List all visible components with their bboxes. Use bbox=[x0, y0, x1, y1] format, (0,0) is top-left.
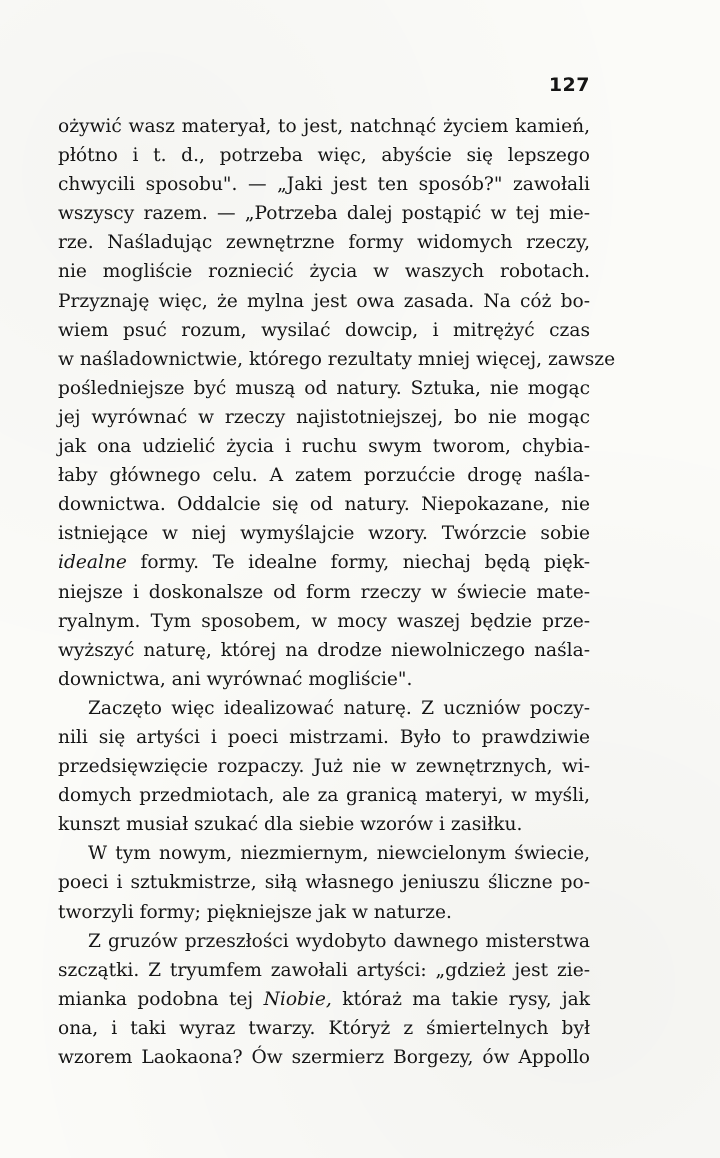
text-line: Zaczęto więc idealizować naturę. Z uczniów poczy- bbox=[88, 697, 590, 719]
paragraph-2 bbox=[58, 694, 590, 839]
text-line: nili się artyści i poeci mistrzami. Było to prawdziwie bbox=[58, 726, 590, 748]
text-line: Z gruzów przeszłości wydobyto dawnego misterstwa bbox=[88, 930, 590, 952]
text-line: poeci i sztukmistrze, siłą własnego jeniuszu śliczne po- bbox=[58, 872, 590, 894]
text-line: wyższyć naturę, której na drodze niewolniczego naśla- bbox=[58, 639, 590, 661]
body-text bbox=[58, 112, 616, 1072]
text-line: ona, i taki wyraz twarzy. Któryż z śmiertelnych był bbox=[58, 1017, 590, 1039]
page-number: 127 bbox=[548, 74, 590, 96]
text-line: W tym nowym, niezmiernym, niewcielonym świecie, bbox=[88, 843, 590, 865]
italic-word: idealne bbox=[58, 552, 127, 574]
text-line-niobie: mianka podobna tej Niobie, któraż ma takie rysy, jak bbox=[58, 988, 591, 1010]
text-line: downictwa, ani wyrównać mogliście". bbox=[58, 668, 413, 690]
italic-word: Niobie, bbox=[263, 988, 332, 1010]
text-line: wzorem Laokaona? Ów szermierz Borgezy, ów Appollo bbox=[58, 1047, 590, 1068]
text-line: pośledniejsze być muszą od natury. Sztuka, nie mogąc bbox=[58, 377, 590, 399]
text-line-idealne: idealne formy. Te idealne formy, niechaj będą pięk- bbox=[58, 552, 590, 574]
paragraph-1 bbox=[58, 112, 616, 694]
text-line: wiem psuć rozum, wysilać dowcip, i mitrężyć czas bbox=[58, 319, 590, 341]
text-line: wszyscy razem. — „Potrzeba dalej postąpić w tej mie- bbox=[58, 203, 590, 225]
paragraph-4 bbox=[58, 927, 590, 1072]
text-line: w naśladownictwie, którego rezultaty mniej więcej, zawsze bbox=[58, 348, 616, 370]
text-line: istniejące w niej wymyślajcie wzory. Twórzcie sobie bbox=[58, 523, 590, 545]
text-line: ryalnym. Tym sposobem, w mocy waszej będzie prze- bbox=[58, 610, 590, 632]
text-line: przedsięwzięcie rozpaczy. Już nie w zewnętrznych, wi- bbox=[58, 756, 590, 778]
text-line: ożywić wasz materyał, to jest, natchnąć życiem kamień, bbox=[58, 116, 590, 137]
text-line: szczątki. Z tryumfem zawołali artyści: „gdzież jest zie- bbox=[58, 959, 590, 981]
text-line: rze. Naśladując zewnętrzne formy widomych rzeczy, bbox=[58, 232, 590, 254]
text-line: tworzyli formy; piękniejsze jak w naturze. bbox=[58, 901, 452, 923]
text-line: domych przedmiotach, ale za granicą materyi, w myśli, bbox=[58, 785, 590, 807]
text-line: chwycili sposobu". — „Jaki jest ten sposób?" zawołali bbox=[58, 174, 590, 196]
paragraph-3 bbox=[58, 839, 590, 926]
text-line: jej wyrównać w rzeczy najistotniejszej, bo nie mogąc bbox=[58, 406, 590, 428]
text-line: nie mogliście rozniecić życia w waszych robotach. bbox=[58, 261, 590, 283]
text-line: downictwa. Oddalcie się od natury. Niepokazane, nie bbox=[58, 494, 590, 516]
text-line: jak ona udzielić życia i ruchu swym tworom, chybia- bbox=[58, 436, 590, 458]
text-line: płótno i t. d., potrzeba więc, abyście się lepszego bbox=[58, 145, 590, 167]
text-line: łaby głównego celu. A zatem porzućcie drogę naśla- bbox=[58, 465, 590, 487]
text-line: niejsze i doskonalsze od form rzeczy w świecie mate- bbox=[58, 581, 590, 603]
text-line: Przyznaję więc, że mylna jest owa zasada. Na cóż bo- bbox=[58, 290, 590, 312]
text-line: kunszt musiał szukać dla siebie wzorów i zasiłku. bbox=[58, 814, 523, 836]
